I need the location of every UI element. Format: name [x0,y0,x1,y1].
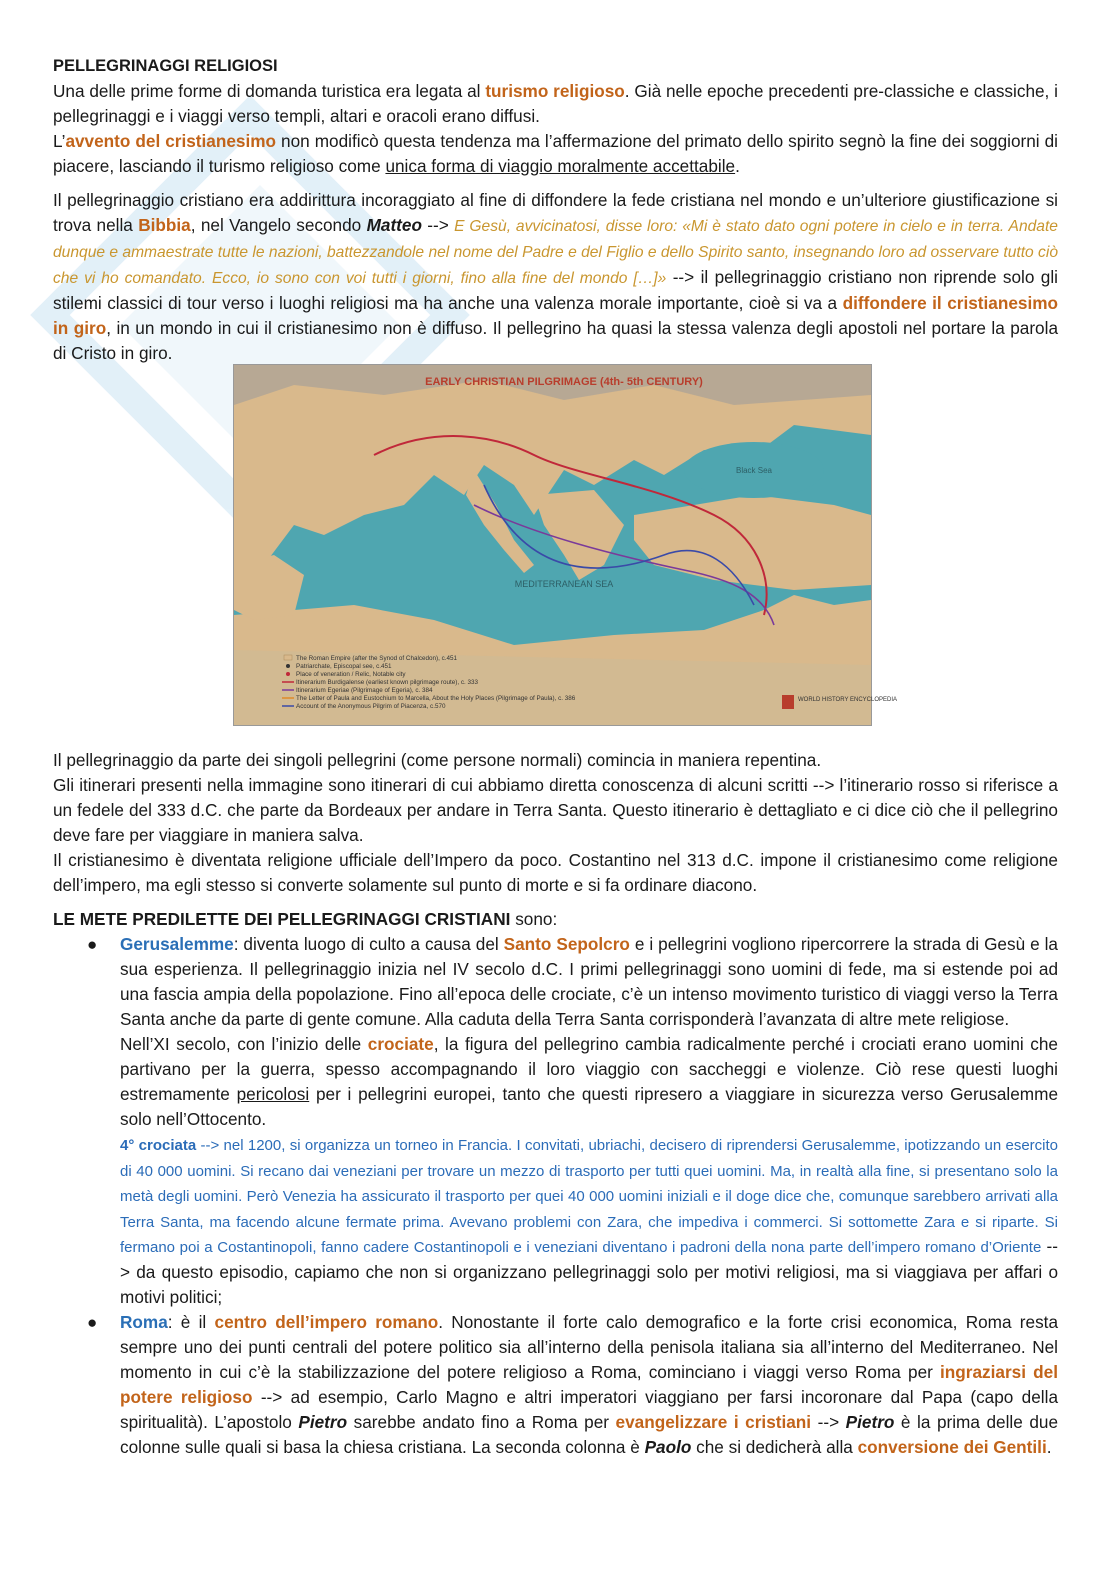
publisher-logo-icon [782,695,794,709]
svg-text:Patriarchate, Episcopal see, c: Patriarchate, Episcopal see, c.451 [296,663,392,670]
map-title: EARLY CHRISTIAN PILGRIMAGE (4th- 5th CENTURY) [425,376,703,388]
paragraph-costantino: Il cristianesimo è diventata religione ufficiale dell’Impero da poco. Costantino nel 313 d.C. impone il cristianesimo come religione dell’impero, ma egli stesso si converte solamente sul punto di morte e si fa ordinare diacono. [53,850,1058,895]
crociata-note: 4° crociata --> nel 1200, si organizza un torneo in Francia. I convitati, ubriachi, decisero di riprendersi Gerusalemme, ipotizzando un esercito di 40 000 uomini. Si recano dai veneziani per trovare un mezzo di trasporto per tutti quei uomini. Ma, in realtà alla fine, si presentano solo la metà degli uomini. Però Venezia ha assicurato il trasporto per quei 40 000 uomini iniziali e il doge dice che, comunque sarebbero arrivati alla Terra Santa, ma facendo alcune fermate prima. Avevano problemi con Zara, che impediva i commerci. Si sottomette Zara e si riparte. Si fermano poi a Costantinopoli, fanno cadere Costantinopoli e i veneziani diventano i padroni della nona parte dell’impero romano d’Oriente [120,1137,1058,1256]
highlight-avvento-cristianesimo: avvento del cristianesimo [65,131,277,151]
map-black-sea-label: Black Sea [735,466,773,475]
svg-text:Account of the Anonymous Pilgr: Account of the Anonymous Pilgrim of Piacenza, c.570 [296,703,446,710]
bullet-icon: ● [87,1312,98,1332]
highlight-roma: Roma [120,1311,168,1332]
highlight-turismo-religioso: turismo religioso [485,81,625,101]
svg-text:The Roman Empire (after the Sy: The Roman Empire (after the Synod of Chalcedon), c.451 [296,655,458,662]
matteo-label: Matteo [366,215,422,235]
document-page [53,54,1058,1460]
svg-text:Itinerarium Egeriae (Pilgrimag: Itinerarium Egeriae (Pilgrimage of Egeria), c. 384 [296,687,433,694]
paragraph-itinerari: Gli itinerari presenti nella immagine sono itinerari di cui abbiamo diretta conoscenza di alcuni scritti --> l’itinerario rosso si riferisce a un fedele del 333 d.C. che parte da Bordeaux per andare in Terra Santa. Questo itinerario è dettagliato e ci dice ciò che il pellegrino deve fare per viaggiare in maniera salva. [53,775,1058,845]
paolo-label: Paolo [644,1436,692,1457]
page-title: PELLEGRINAGGI RELIGIOSI [53,57,278,75]
pietro-label-2: Pietro [845,1411,895,1432]
underline-unica-forma: unica forma di viaggio moralmente accettabile [385,156,736,176]
highlight-bibbia: Bibbia [138,215,191,235]
mete-list [53,932,1058,1460]
pilgrimage-map [233,364,898,726]
list-item-gerusalemme: ● Gerusalemme: diventa luogo di culto a causa del Santo Sepolcro e i pellegrini vogliono ripercorrere la strada di Gesù e la sua esperienza. Il pellegrinaggio inizia nel IV secolo d.C. I primi pellegrinaggi sono uomini di fede, ma si estende poi ad una fascia ampia della popolazione. Fino all’epoca delle crociate, c’è un intenso movimento turistico di viaggi verso la Terra Santa anche da parte di gente comune. Alla caduta della Terra Santa corrisponderà l’avanzata di altre mete religiose. Nell’XI secolo, con l’inizio delle crociate, la figura del pellegrino cambia radicalmente perché i crociati erano uomini che partivano per la guerra, spesso accompagnando il loro viaggio con saccheggi e violenze. Ciò rese questi luoghi estremamente pericolosi per i pellegrini europei, tanto che questi ripresero a viaggiare in sicurezza verso Gerusalemme solo nell’Ottocento. 4° crociata --> nel 1200, si organizza un torneo in Francia. I convitati, ubriachi, decisero di riprendersi Gerusalemme, ipotizzando un esercito di 40 000 uomini. Si recano dai veneziani per trovare un mezzo di trasporto per tutti quei uomini. Ma, in realtà alla fine, si presentano solo la metà degli uomini. Però Venezia ha assicurato il trasporto per quei 40 000 uomini iniziali e il doge dice che, comunque sarebbero arrivati alla Terra Santa, ma facendo alcune fermate prima. Avevano problemi con Zara, che impediva i commerci. Si sottomette Zara e si riparte. Si fermano poi a Costantinopoli, fanno cadere Costantinopoli e i veneziani diventano i padroni della nona parte dell’impero romano d’Oriente --> da questo episodio, capiamo che non si organizzano pellegrinaggi solo per motivi religiosi, ma si viaggiava per affari o motivi politici; [87,934,1059,1307]
map-sea-label: MEDITERRANEAN SEA [514,579,614,589]
highlight-santo-sepolcro: Santo Sepolcro [503,934,630,954]
svg-text:Place of veneration / Relic, N: Place of veneration / Relic, Notable city [296,671,406,678]
paragraph-singoli-pellegrini: Il pellegrinaggio da parte dei singoli pellegrini (come persone normali) comincia in maniera repentina. [53,750,822,770]
map-svg [234,365,898,725]
highlight-centro-impero: centro dell’impero romano [214,1311,439,1332]
highlight-evangelizzare: evangelizzare i cristiani [615,1411,812,1432]
paragraph-pellegrinaggio-cristiano: Il pellegrinaggio cristiano era addirittura incoraggiato al fine di diffondere la fede cristiana nel mondo e un’ulteriore giustificazione si trova nella Bibbia, nel Vangelo secondo Matteo --> E Gesù, avvicinatosi, disse loro: «Mi è stato dato ogni potere in cielo e in terra. Andate dunque e ammaestrate tutte le nazioni, battezzandole nel nome del Padre e del Figlio e dello Spirito santo, insegnando loro ad osservare tutto ciò che vi ho comandato. Ecco, io sono con voi tutti i giorni, fino alla fine del mondo […]» --> il pellegrinaggio cristiano non riprende solo gli stilemi classici di tour verso i luoghi religiosi ma ha anche una valenza morale importante, cioè si va a diffondere il cristianesimo in giro, in un mondo in cui il cristianesimo non è diffuso. Il pellegrino ha quasi la stessa valenza degli apostoli nel portare la parola di Cristo in giro. [53,190,1059,363]
highlight-ingraziarsi: ingraziarsi del potere religioso [120,1361,1058,1407]
highlight-conversione-gentili: conversione dei Gentili [857,1436,1047,1457]
paragraph-cristianesimo: L’avvento del cristianesimo non modificò questa tendenza ma l’affermazione del primato dello spirito segnò la fine dei soggiorni di piacere, lasciando il turismo religioso come unica forma di viaggio moralmente accettabile. [53,131,1058,176]
list-item-roma: ● Roma: è il centro dell’impero romano. Nonostante il forte calo demografico e la forte crisi economica, Roma resta sempre uno dei punti centrali del potere politico sia all’interno della penisola italiana sia all’interno del Mediterraneo. Nel momento in cui c’è la stabilizzazione del potere religioso a Roma, cominciano i viaggi verso Roma per ingraziarsi del potere religioso --> ad esempio, Carlo Magno e altri imperatori viaggiano per farsi incoronare dal Papa (capo della spiritualità). L’apostolo Pietro sarebbe andato fino a Roma per evangelizzare i cristiani --> Pietro è la prima delle due colonne sulle quali si basa la chiesa cristiana. La seconda colonna è Paolo che si dedicherà alla conversione dei Gentili. [87,1311,1059,1457]
bullet-icon: ● [87,935,98,954]
svg-text:The Letter of Paula and Eustoc: The Letter of Paula and Eustochium to Marcella, About the Holy Places (Pilgrimage of Paula), c. 386 [296,695,576,702]
pietro-label: Pietro [298,1411,348,1432]
svg-text:Itinerarium Burdigalense (earl: Itinerarium Burdigalense (earliest known pilgrimage route), c. 333 [296,679,478,686]
paragraph-intro: Una delle prime forme di domanda turistica era legata al turismo religioso. Già nelle epoche precedenti pre-classiche e classiche, i pellegrinaggi e i viaggi verso templi, altari e oracoli erano diffusi. [53,81,1058,126]
highlight-gerusalemme: Gerusalemme [120,934,234,954]
section-heading-mete: LE METE PREDILETTE DEI PELLEGRINAGGI CRISTIANI sono: [53,909,558,929]
highlight-diffondere: diffondere il cristianesimo in giro [53,293,1059,338]
underline-pericolosi: pericolosi [236,1084,310,1104]
map-publisher: WORLD HISTORY ENCYCLOPEDIA [798,697,898,703]
gospel-quote: E Gesù, avvicinatosi, disse loro: «Mi è stato dato ogni potere in cielo e in terra. Andate dunque e ammaestrate tutte le nazioni, battezzandole nel nome del Padre e del Figlio e dello Spirito santo, insegnando loro ad osservare tutto ciò che vi ho comandato. Ecco, io sono con voi tutti i giorni, fino alla fine del mondo […]» [53,218,1058,287]
highlight-crociate: crociate [367,1034,434,1054]
